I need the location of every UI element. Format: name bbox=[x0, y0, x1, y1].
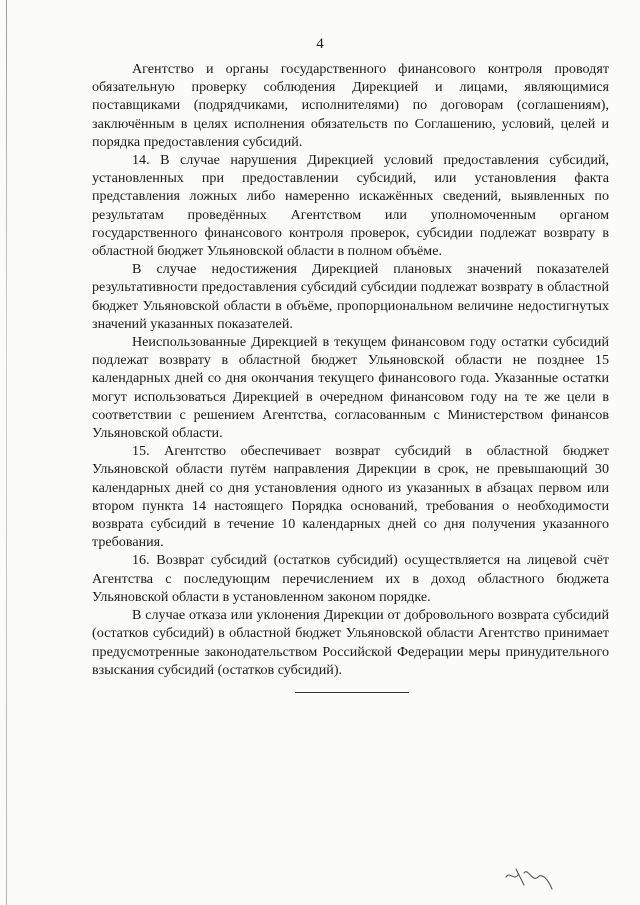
paragraph-unused-balances: Неиспользованные Дирекцией в текущем финансовом году остатки субсидий подлежат возврату в областной бюджет Ульяновской области не позднее 15 календарных дней со дня окончания текущего финансового года. Указанные остатки могут использоваться Дирекцией в очередном финансовом году на те же цели в соответствии с решением Агентства, согласованным с Министерством финансов Ульяновской области. bbox=[92, 334, 609, 442]
handwritten-initials-mark bbox=[500, 855, 560, 895]
paragraph-item-14: 14. В случае нарушения Дирекцией условий предоставления субсидий, установленных при предоставлении субсидий, или установления факта представления ложных либо намеренно искажённых сведений, выявленных по результатам проведённых Агентством или уполномоченным органом государственного финансового контроля проверок, субсидии подлежат возврату в областной бюджет Ульяновской области в полном объёме. bbox=[92, 152, 609, 260]
page-edge-line bbox=[6, 0, 7, 905]
end-divider-line bbox=[295, 692, 409, 693]
paragraph-control: Агентство и органы государственного финансового контроля проводят обязательную проверку соблюдения Дирекцией и лицами, являющимися поставщиками (подрядчиками, исполнителями) по договорам (соглашениям), заключённым в целях исполнения обязательств по Соглашению, условий, целей и порядка предоставления субсидий. bbox=[92, 61, 609, 150]
paragraph-item-15: 15. Агентство обеспечивает возврат субсидий в областной бюджет Ульяновской области путём направления Дирекции в срок, не превышающий 30 календарных дней со дня установления одного из указанных в абзацах первом или втором пункта 14 настоящего Порядка оснований, требования о необходимости возврата субсидий в течение 10 календарных дней со дня получения указанного требования. bbox=[92, 443, 609, 551]
paragraph-item-16: 16. Возврат субсидий (остатков субсидий) осуществляется на лицевой счёт Агентства с последующим перечислением их в доход областного бюджета Ульяновской области в установленном законом порядке. bbox=[92, 552, 609, 605]
page-number: 4 bbox=[316, 36, 324, 52]
paragraph-refusal: В случае отказа или уклонения Дирекции от добровольного возврата субсидий (остатков субсидий) в областной бюджет Ульяновской области Агентство принимает предусмотренные законодательством Российской Федерации меры принудительного взыскания субсидий (остатков субсидий). bbox=[92, 607, 609, 678]
paragraph-shortfall: В случае недостижения Дирекцией плановых значений показателей результативности предоставления субсидий субсидии подлежат возврату в областной бюджет Ульяновской области в объёме, пропорциональном величине недостигнутых значений указанных показателей. bbox=[92, 261, 609, 332]
document-body bbox=[92, 60, 609, 679]
